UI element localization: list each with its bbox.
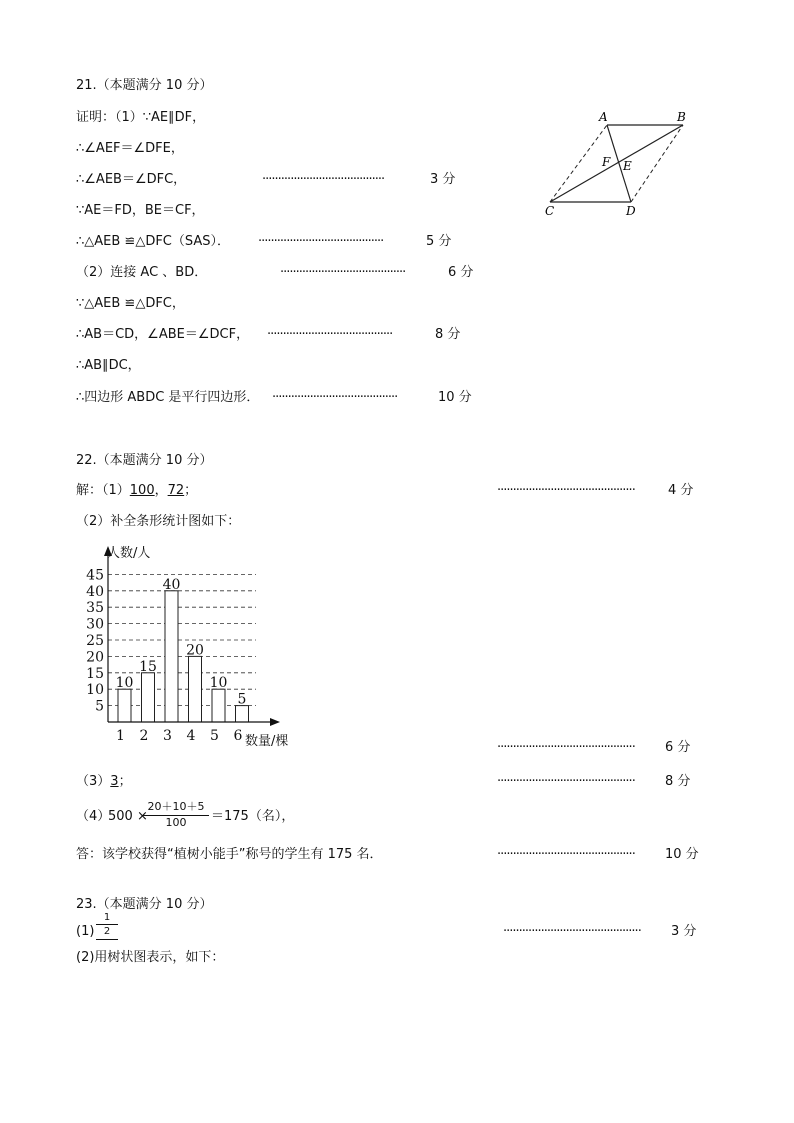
answer-prefix: （3）	[76, 774, 111, 789]
score-label: 8 分	[435, 327, 461, 342]
q23-title: 23.（本题满分 10 分）	[76, 897, 213, 912]
bar	[212, 689, 225, 722]
fraction-denominator: 2	[103, 926, 111, 937]
point-label-a: A	[599, 110, 608, 124]
bar-data-label: 10	[209, 675, 228, 692]
x-tick-label: 4	[186, 728, 196, 744]
score-label: 8 分	[665, 774, 691, 789]
dot-leader: ············································	[503, 924, 641, 939]
answer-separator: ，	[154, 483, 168, 498]
q21-line: ∴四边形 ABDC 是平行四边形．	[76, 390, 260, 405]
q22-answer-4-prefix: （4）	[76, 809, 111, 824]
x-tick-label: 2	[139, 728, 149, 744]
q22-answer-1	[76, 483, 197, 499]
dot-leader: ········································	[267, 327, 393, 342]
dot-leader: ············································	[497, 774, 635, 789]
score-label: 10 分	[665, 847, 699, 862]
fraction	[96, 912, 118, 937]
score-label: 6 分	[448, 265, 474, 280]
bar-data-label: 40	[162, 576, 181, 593]
y-tick-label: 25	[86, 633, 104, 649]
dot-leader: ············································	[497, 483, 635, 498]
score-label: 3 分	[430, 172, 456, 187]
q23-answer-2: (2)用树状图表示，如下：	[76, 950, 225, 965]
dot-leader: ·······································	[262, 172, 385, 187]
bar	[236, 706, 249, 722]
score-label: 5 分	[426, 234, 452, 249]
answer-underline	[96, 939, 118, 940]
score-label: 6 分	[665, 740, 691, 755]
answer-value: 72	[167, 483, 185, 498]
bar-data-label: 5	[237, 691, 247, 708]
y-tick-label: 10	[86, 682, 104, 699]
score-label: 3 分	[671, 924, 697, 939]
q22-answer-4-a: 500 ×	[108, 809, 148, 824]
point-label-b: B	[677, 110, 686, 124]
y-tick-label: 45	[86, 567, 104, 584]
q21-line: ∵AE＝FD，BE＝CF，	[76, 203, 205, 218]
x-tick-label: 6	[233, 728, 243, 744]
q22-conclusion: 答：该学校获得“植树小能手”称号的学生有 175 名．	[76, 847, 383, 862]
q22-answer-3	[76, 774, 132, 790]
fraction	[143, 801, 209, 829]
fraction-numerator: 1	[103, 912, 111, 923]
bar	[189, 656, 202, 722]
q21-line: ∵△AEB ≌△DFC，	[76, 296, 185, 311]
dot-leader: ········································	[272, 390, 398, 405]
point-label-d: D	[626, 204, 636, 218]
y-tick-label: 15	[86, 665, 104, 682]
parallelogram-figure	[535, 105, 700, 220]
q21-line: ∴AB＝CD，∠ABE＝∠DCF，	[76, 327, 250, 342]
answer-end: ；	[118, 774, 132, 789]
answer-prefix: 解：（1）	[76, 483, 130, 498]
bar-data-label: 10	[115, 675, 134, 692]
x-tick-label: 5	[210, 728, 219, 744]
q23-answer-1-prefix: (1)	[76, 924, 95, 939]
bar-chart	[72, 542, 312, 758]
dot-leader: ············································	[497, 847, 635, 862]
chart-ylabel: 人数/人	[107, 546, 151, 561]
x-tick-label: 1	[116, 728, 125, 744]
q21-line: ∴∠AEF＝∠DFE，	[76, 141, 184, 156]
y-tick-label: 5	[95, 698, 104, 715]
q21-line: ∴∠AEB＝∠DFC，	[76, 172, 187, 187]
answer-value: 100	[129, 483, 155, 498]
bar-data-label: 20	[186, 642, 204, 659]
q22-answer-4-b: ＝175（名），	[211, 809, 295, 824]
q21-line: ∴△AEB ≌△DFC（SAS）．	[76, 234, 231, 249]
answer-value: 3	[110, 774, 119, 789]
q21-line: 证明：（1）∵AE∥DF，	[76, 110, 206, 125]
fraction-bar	[96, 924, 118, 925]
q22-title: 22.（本题满分 10 分）	[76, 453, 213, 468]
bar	[165, 591, 178, 722]
x-axis-arrow	[270, 718, 280, 726]
q21-title: 21.（本题满分 10 分）	[76, 78, 213, 93]
bar	[118, 689, 131, 722]
q22-answer-2: （2）补全条形统计图如下：	[76, 514, 241, 529]
fraction-denominator: 100	[165, 816, 187, 829]
point-label-c: C	[545, 204, 555, 218]
answer-end: ；	[184, 483, 198, 498]
dot-leader: ············································	[497, 740, 635, 755]
fraction-numerator: 20＋10＋5	[147, 800, 205, 813]
q21-line: （2）连接 AC 、BD．	[76, 265, 208, 280]
point-label-f: F	[602, 155, 611, 169]
y-tick-label: 20	[86, 649, 104, 666]
bar-data-label: 15	[139, 658, 157, 675]
x-tick-label: 3	[163, 728, 172, 744]
y-tick-label: 30	[86, 616, 104, 633]
y-tick-label: 35	[86, 600, 104, 617]
dot-leader: ········································	[258, 234, 384, 249]
bar	[142, 673, 155, 722]
y-tick-label: 40	[86, 583, 104, 600]
q21-line: ∴AB∥DC，	[76, 358, 141, 373]
score-label: 10 分	[438, 390, 472, 405]
dot-leader: ········································	[280, 265, 406, 280]
chart-xlabel: 数量/棵	[245, 734, 289, 749]
score-label: 4 分	[668, 483, 694, 498]
point-label-e: E	[623, 159, 632, 173]
